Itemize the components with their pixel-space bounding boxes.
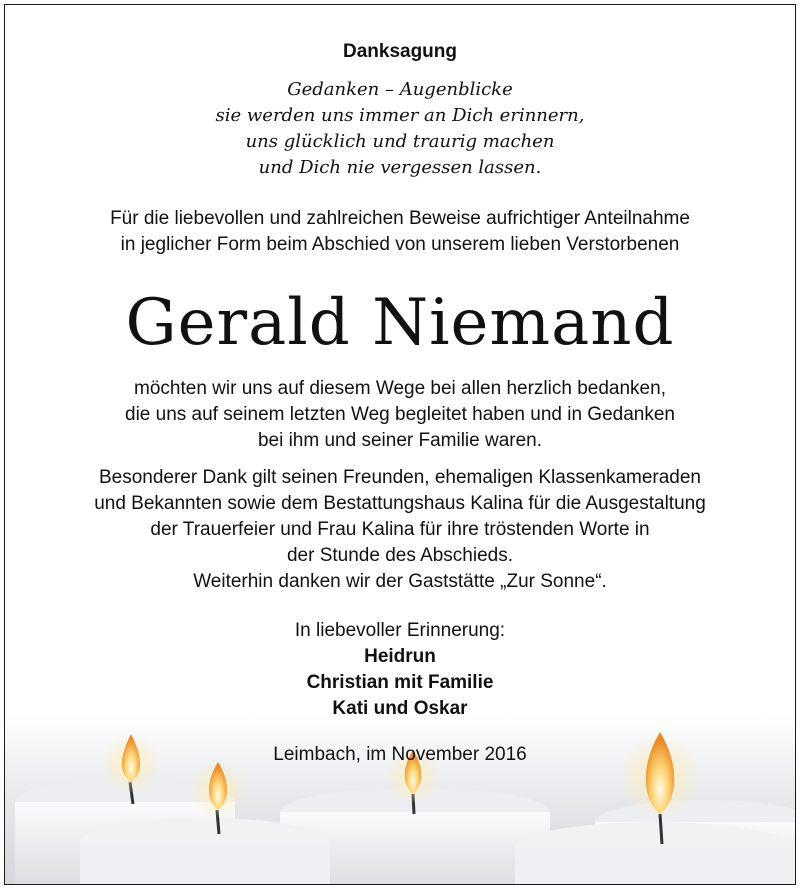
thanks-paragraph: [5, 376, 795, 454]
special-line: der Trauerfeier und Frau Kalina für ihre tröstenden Worte in: [150, 519, 650, 540]
poem-line: und Dich nie vergessen lassen.: [258, 157, 542, 178]
thanks-line: möchten wir uns auf diesem Wege bei allen herzlich bedanken,: [134, 378, 666, 399]
memory-label: In liebevoller Erinnerung:: [294, 620, 506, 641]
candles-image: [5, 714, 795, 884]
mourner-name: Christian mit Familie: [306, 672, 494, 693]
intro-paragraph: [5, 206, 795, 258]
memory-block: [5, 618, 795, 722]
poem-line: Gedanken – Augenblicke: [287, 79, 513, 100]
thanks-line: die uns auf seinem letzten Weg begleitet haben und in Gedanken: [125, 404, 675, 425]
deceased-name: Gerald Niemand: [125, 286, 675, 360]
mourner-name: Kati und Oskar: [332, 698, 468, 719]
place-date: Leimbach, im November 2016: [273, 744, 527, 765]
heading: Danksagung: [342, 41, 458, 62]
special-thanks-paragraph: [5, 465, 795, 595]
special-line: Weiterhin danken wir der Gaststätte „Zur Sonne“.: [193, 571, 607, 592]
poem: [5, 77, 795, 181]
thanks-line: bei ihm und seiner Familie waren.: [257, 430, 543, 451]
poem-line: uns glücklich und traurig machen: [245, 131, 555, 152]
mourner-name: Heidrun: [364, 646, 436, 667]
special-line: und Bekannten sowie dem Bestattungshaus Kalina für die Ausgestaltung: [94, 493, 706, 514]
intro-line: in jeglicher Form beim Abschied von unserem lieben Verstorbenen: [120, 234, 680, 255]
special-line: der Stunde des Abschieds.: [286, 545, 514, 566]
poem-line: sie werden uns immer an Dich erinnern,: [215, 105, 585, 126]
intro-line: Für die liebevollen und zahlreichen Beweise aufrichtiger Anteilnahme: [110, 208, 690, 229]
candles-illustration: [5, 714, 796, 884]
special-line: Besonderer Dank gilt seinen Freunden, ehemaligen Klassenkameraden: [98, 467, 702, 488]
obituary-notice: [4, 4, 796, 885]
